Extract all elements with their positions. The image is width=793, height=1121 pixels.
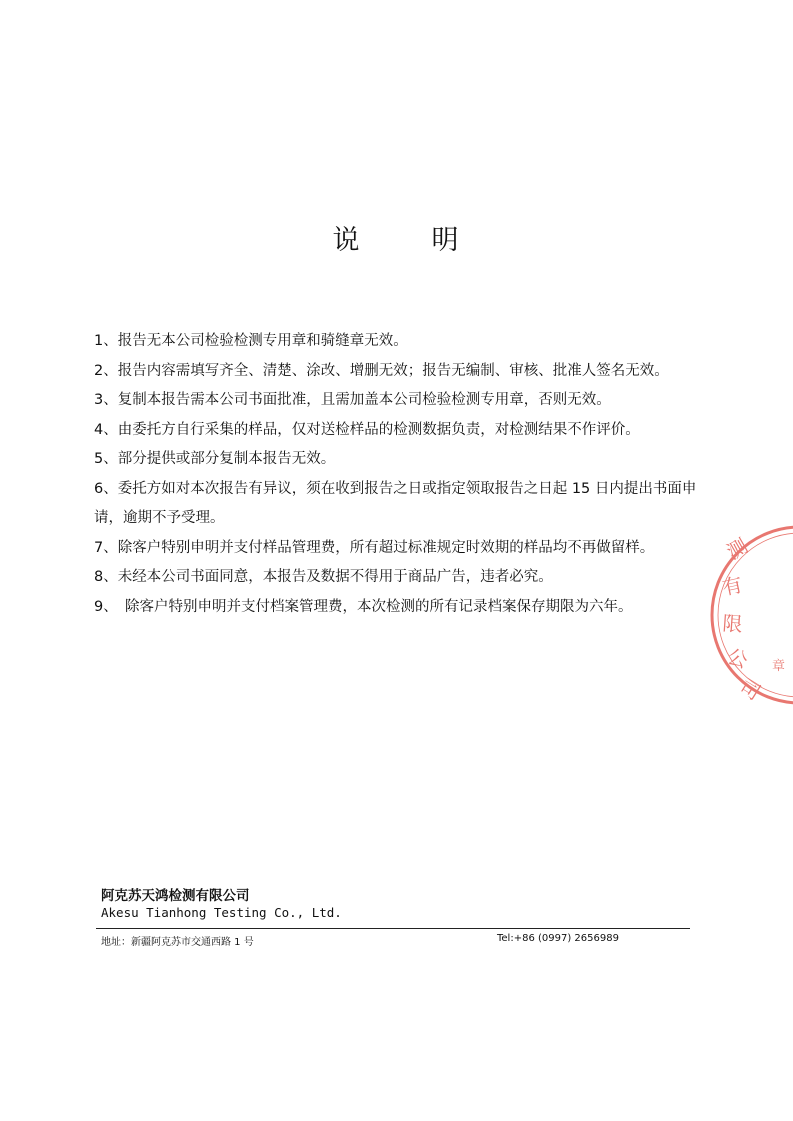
note-item-6: 6、委托方如对本次报告有异议，须在收到报告之日或指定领取报告之日起 15 日内提出书面申请，逾期不予受理。 bbox=[94, 480, 697, 526]
note-item-8: 8、未经本公司书面同意，本报告及数据不得用于商品广告，违者必究。 bbox=[94, 569, 553, 585]
svg-text:公: 公 bbox=[724, 643, 751, 673]
seal-stamp-graphic bbox=[680, 520, 793, 710]
footer-company-name-en: Akesu Tianhong Testing Co., Ltd. bbox=[101, 905, 342, 920]
svg-text:章: 章 bbox=[772, 659, 786, 674]
page-title bbox=[0, 218, 793, 257]
svg-text:司: 司 bbox=[735, 673, 766, 705]
svg-text:测: 测 bbox=[722, 533, 752, 565]
note-item-7: 7、除客户特别申明并支付样品管理费，所有超过标准规定时效期的样品均不再做留样。 bbox=[94, 539, 655, 556]
footer-address: 地址：新疆阿克苏市交通西路 1 号 bbox=[101, 937, 254, 948]
title-char-2: 明 bbox=[431, 225, 461, 256]
svg-text:有: 有 bbox=[720, 572, 745, 600]
note-item-4: 4、由委托方自行采集的样品，仅对送检样品的检测数据负责，对检测结果不作评价。 bbox=[94, 421, 640, 438]
footer-company-name-cn: 阿克苏天鸿检测有限公司 bbox=[101, 888, 250, 904]
footer-telephone: Tel:+86 (0997) 2656989 bbox=[497, 933, 619, 944]
note-item-3: 3、复制本报告需本公司书面批准，且需加盖本公司检验检测专用章，否则无效。 bbox=[94, 392, 611, 408]
note-item-2: 2、报告内容需填写齐全、清楚、涂改、增删无效；报告无编制、审核、批准人签名无效。 bbox=[94, 362, 669, 379]
note-item-5: 5、部分提供或部分复制本报告无效。 bbox=[94, 451, 336, 467]
notes-list bbox=[94, 327, 708, 622]
company-seal bbox=[680, 520, 793, 710]
svg-text:限: 限 bbox=[721, 611, 744, 637]
footer-divider bbox=[96, 928, 690, 929]
title-char-1: 说 bbox=[332, 225, 362, 256]
note-item-1: 1、报告无本公司检验检测专用章和骑缝章无效。 bbox=[94, 333, 408, 349]
note-item-9: 9、 除客户特别申明并支付档案管理费，本次检测的所有记录档案保存期限为六年。 bbox=[94, 598, 633, 615]
